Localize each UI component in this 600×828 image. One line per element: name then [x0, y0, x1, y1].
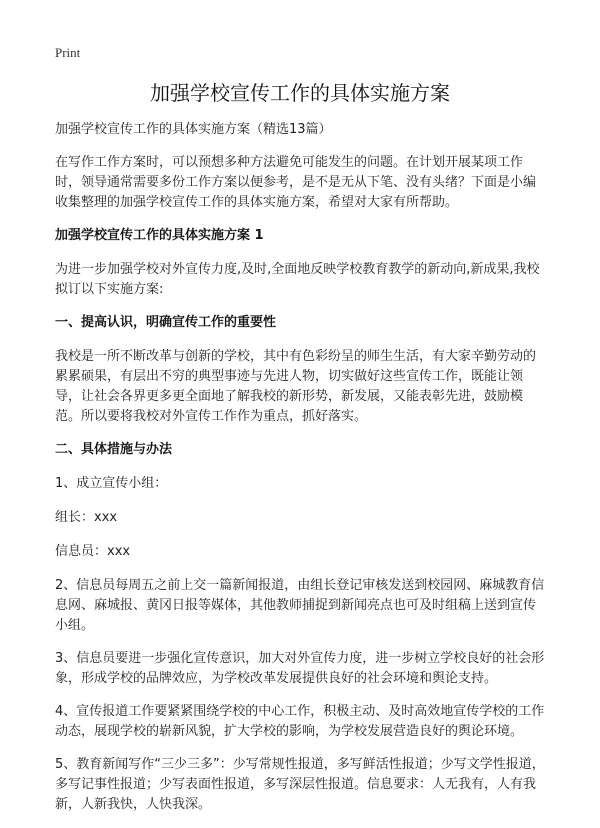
- item-5-news-writing: 5、教育新闻写作“三少三多”：少写常规性报道，多写鲜活性报道；少写文学性报道，多写记事性报道；少写表面性报道，多写深层性报道。信息要求：人无我有，人有我新，人新我快，人快我深。: [55, 757, 545, 812]
- document-body: [55, 120, 547, 828]
- item-2-weekly-report: 2、信息员每周五之前上交一篇新闻报道，由组长登记审核发送到校园网、麻城教育信息网、麻城报、黄冈日报等媒体，其他教师捕捉到新闻亮点也可及时组稿上送到宣传小组。: [55, 578, 545, 633]
- info-officer-line: 信息员：xxx: [55, 544, 131, 559]
- document-subtitle: 加强学校宣传工作的具体实施方案（精选13篇）: [55, 122, 332, 137]
- section-1-title: 加强学校宣传工作的具体实施方案 1: [55, 228, 264, 243]
- item-4-center-work: 4、宣传报道工作要紧紧围绕学校的中心工作，积极主动、及时高效地宣传学校的工作动态，展现学校的崭新风貌，扩大学校的影响，为学校发展营造良好的舆论环境。: [55, 704, 545, 739]
- heading-raise-awareness: 一、提高认识，明确宣传工作的重要性: [55, 315, 277, 330]
- intro-paragraph: 在写作工作方案时，可以预想多种方法避免可能发生的问题。在计划开展某项工作时，领导通常需要多份工作方案以便参考，是不是无从下笔、没有头绪？下面是小编收集整理的加强学校宣传工作的具体实施方案，希望对大家有所帮助。: [55, 155, 537, 210]
- group-leader-line: 组长：xxx: [55, 510, 118, 525]
- heading-measures: 二、具体措施与办法: [55, 442, 173, 457]
- section-1-intro: 为进一步加强学校对外宣传力度,及时,全面地反映学校教育教学的新动向,新成果,我校拟订以下实施方案:: [55, 262, 540, 297]
- item-3-awareness: 3、信息员要进一步强化宣传意识，加大对外宣传力度，进一步树立学校良好的社会形象，形成学校的品牌效应，为学校改革发展提供良好的社会环境和舆论支持。: [55, 651, 545, 686]
- item-1-form-group: 1、成立宣传小组：: [55, 476, 168, 491]
- print-link[interactable]: Print: [55, 45, 81, 60]
- page-title: 加强学校宣传工作的具体实施方案: [150, 81, 450, 105]
- paragraph-awareness: 我校是一所不断改革与创新的学校，其中有色彩纷呈的师生生活，有大家辛勤劳动的累累硕果，有层出不穷的典型事迹与先进人物，切实做好这些宣传工作，既能让领导，让社会各界更多更全面地了解我校的新形势，新发展，又能表彰先进，鼓励模范。所以要将我校对外宣传工作作为重点，抓好落实。: [55, 349, 537, 424]
